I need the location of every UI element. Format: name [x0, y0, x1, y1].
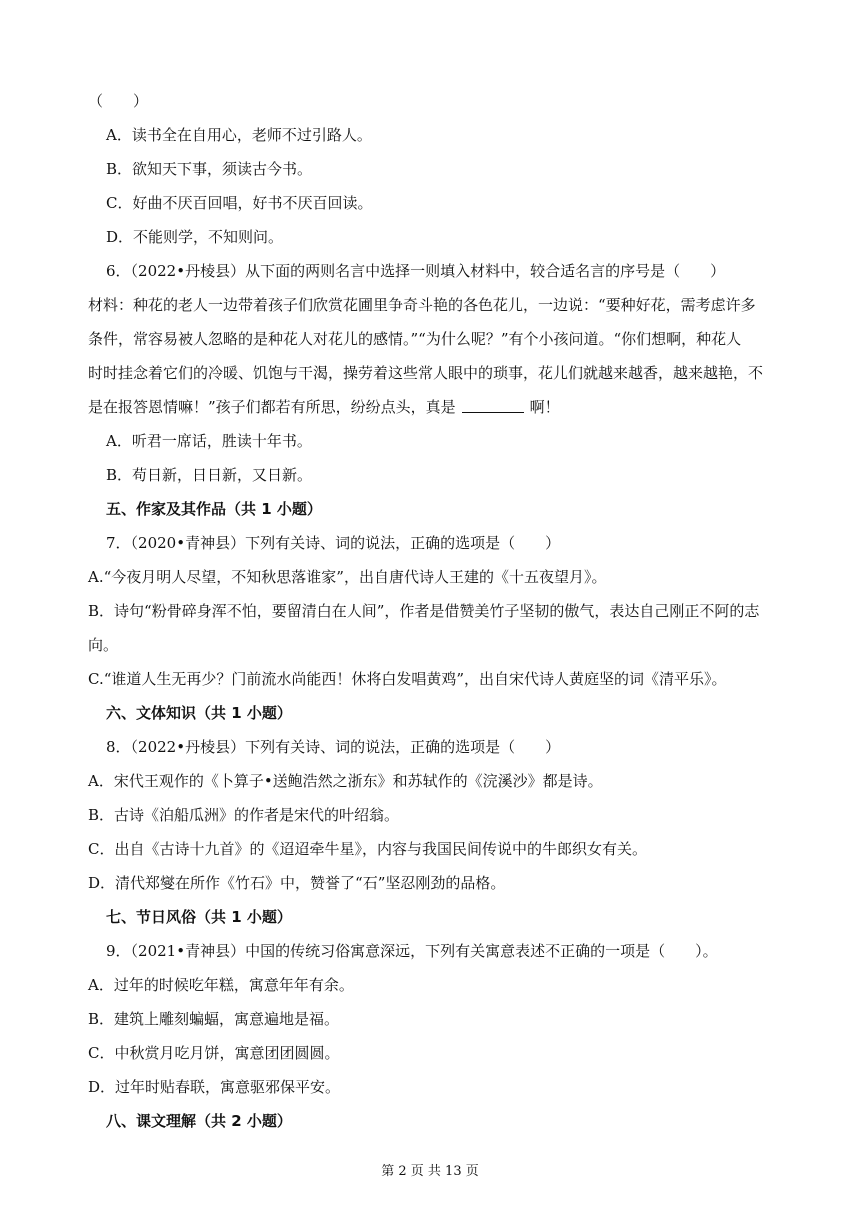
q9-option-b: B．建筑上雕刻蝙蝠，寓意遍地是福。 [88, 1010, 340, 1028]
q6-material-end: 啊！ [529, 398, 560, 416]
q6-material-line-4 [88, 398, 788, 416]
question-8: 8．（2022•丹棱县）下列有关诗、词的说法，正确的选项是（ ） [106, 738, 561, 756]
section-heading-8: 八、课文理解（共 2 小题） [106, 1112, 292, 1130]
q5-option-a: A．读书全在自用心，老师不过引路人。 [106, 126, 372, 144]
q6-material-text: 是在报答恩情嘛！”孩子们都若有所思，纷纷点头，真是 [88, 398, 456, 416]
q7-option-b-line-1: B．诗句“粉骨碎身浑不怕，要留清白在人间”，作者是借赞美竹子坚韧的傲气，表达自己刚正不阿的志 [88, 602, 760, 620]
q6-material-line-2: 条件，常容易被人忽略的是种花人对花儿的感情。”“为什么呢？”有个小孩问道。“你们想啊，种花人 [88, 330, 742, 348]
q7-option-a: A.“今夜月明人尽望，不知秋思落谁家”，出自唐代诗人王建的《十五夜望月》。 [88, 568, 607, 586]
q6-option-a: A．听君一席话，胜读十年书。 [106, 432, 312, 450]
answer-paren: （ ） [88, 92, 149, 110]
question-7: 7．（2020•青神县）下列有关诗、词的说法，正确的选项是（ ） [106, 534, 561, 552]
page-footer: 第 2 页 共 13 页 [381, 1164, 479, 1179]
q9-option-a: A．过年的时候吃年糕，寓意年年有余。 [88, 976, 354, 994]
q9-option-c: C．中秋赏月吃月饼，寓意团团圆圆。 [88, 1044, 340, 1062]
q5-option-d: D．不能则学，不知则问。 [106, 228, 284, 246]
question-9: 9．（2021•青神县）中国的传统习俗寓意深远，下列有关寓意表述不正确的一项是（ ）。 [106, 942, 718, 960]
q8-option-c: C．出自《古诗十九首》的《迢迢牵牛星》，内容与我国民间传说中的牛郎织女有关。 [88, 840, 647, 858]
q5-option-c: C．好曲不厌百回唱，好书不厌百回读。 [106, 194, 373, 212]
q5-option-b: B．欲知天下事，须读古今书。 [106, 160, 313, 178]
section-heading-5: 五、作家及其作品（共 1 小题） [106, 500, 322, 518]
q6-option-b: B．苟日新，日日新，又日新。 [106, 466, 313, 484]
q7-option-b-line-2: 向。 [88, 636, 119, 654]
fill-blank [462, 398, 524, 413]
q8-option-b: B．古诗《泊船瓜洲》的作者是宋代的叶绍翁。 [88, 806, 400, 824]
q7-option-c: C.“谁道人生无再少？门前流水尚能西！休将白发唱黄鸡”，出自宋代诗人黄庭坚的词《清平乐》。 [88, 670, 727, 688]
question-6: 6．（2022•丹棱县）从下面的两则名言中选择一则填入材料中，较合适名言的序号是（ ） [106, 262, 726, 280]
q8-option-a: A．宋代王观作的《卜算子•送鲍浩然之浙东》和苏轼作的《浣溪沙》都是诗。 [88, 772, 603, 790]
section-heading-6: 六、文体知识（共 1 小题） [106, 704, 292, 722]
section-heading-7: 七、节日风俗（共 1 小题） [106, 908, 292, 926]
q8-option-d: D．清代郑燮在所作《竹石》中，赞誉了“石”坚忍刚劲的品格。 [88, 874, 506, 892]
q6-material-line-3: 时时挂念着它们的冷暖、饥饱与干渴，操劳着这些常人眼中的琐事，花儿们就越来越香，越来越艳，不 [88, 364, 764, 382]
q6-material-line-1: 材料：种花的老人一边带着孩子们欣赏花圃里争奇斗艳的各色花儿，一边说：“要种好花，需考虑许多 [88, 296, 756, 314]
q9-option-d: D．过年时贴春联，寓意驱邪保平安。 [88, 1078, 341, 1096]
